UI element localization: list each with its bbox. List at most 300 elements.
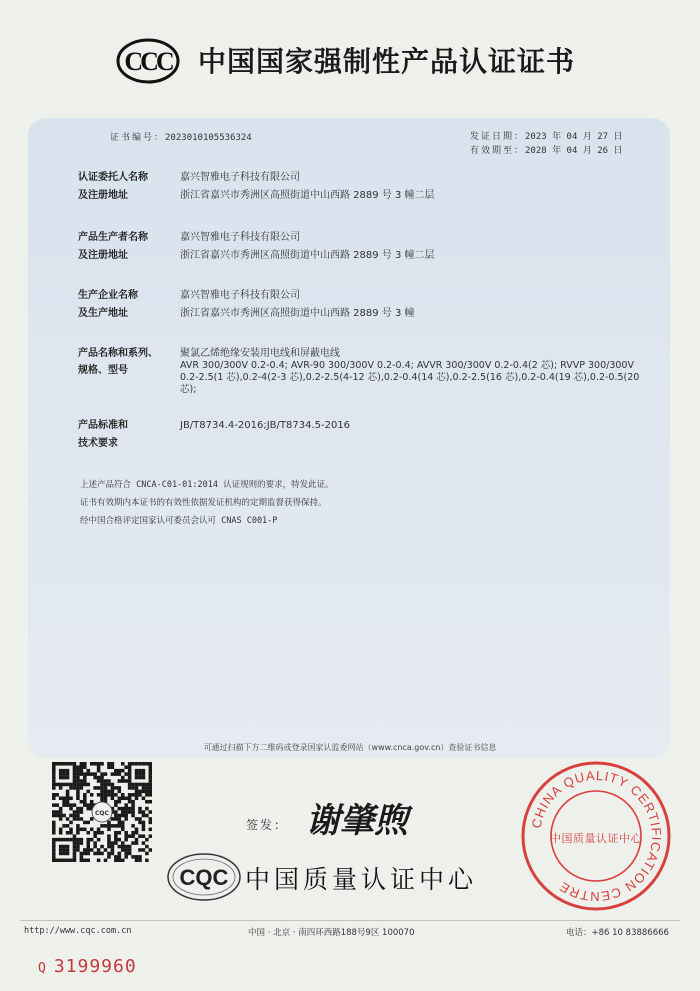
qr-module — [128, 762, 132, 766]
qr-module — [52, 855, 56, 859]
qr-module — [52, 779, 56, 783]
qr-module — [118, 859, 122, 862]
qr-module — [124, 845, 128, 849]
qr-module — [73, 772, 77, 776]
qr-module — [124, 807, 128, 811]
qr-module — [80, 762, 84, 766]
qr-module — [138, 790, 142, 794]
qr-module — [100, 790, 104, 794]
qr-module — [83, 762, 87, 766]
qr-module — [111, 772, 115, 776]
qr-module — [69, 786, 73, 790]
standard-label-line1: 产品标准和 — [78, 420, 128, 431]
qr-code — [52, 762, 152, 862]
qr-module — [62, 845, 66, 849]
qr-module — [100, 824, 104, 828]
qr-module — [66, 859, 70, 862]
qr-module — [111, 762, 115, 766]
validity-dates — [470, 130, 622, 158]
qr-module — [100, 793, 104, 797]
qr-module — [86, 790, 90, 794]
qr-module — [86, 769, 90, 773]
qr-module — [66, 783, 70, 787]
qr-module — [149, 772, 152, 776]
qr-module — [52, 859, 56, 862]
qr-module — [118, 831, 122, 835]
footer-website[interactable]: http://www.cqc.com.cn — [24, 926, 132, 936]
qr-module — [80, 807, 84, 811]
qr-module — [118, 807, 122, 811]
qr-module — [145, 807, 149, 811]
qr-module — [149, 779, 152, 783]
qr-module — [124, 831, 128, 835]
qr-module — [118, 800, 122, 804]
qr-module — [90, 762, 94, 766]
qr-module — [66, 824, 70, 828]
qr-module — [52, 821, 56, 825]
qr-module — [142, 828, 146, 832]
qr-module — [145, 786, 149, 790]
qr-module — [86, 838, 90, 842]
qr-module — [135, 828, 139, 832]
manufacturer-address-value: 浙江省嘉兴市秀洲区高照街道中山西路 2889 号 3 幢二层 — [180, 250, 435, 261]
qr-module — [118, 824, 122, 828]
qr-module — [52, 848, 56, 852]
qr-module — [118, 817, 122, 821]
applicant-section — [78, 170, 658, 204]
qr-module — [124, 817, 128, 821]
qr-module — [142, 814, 146, 818]
qr-module — [135, 855, 139, 859]
qr-module — [69, 821, 73, 825]
qr-module — [73, 783, 77, 787]
qr-module — [121, 796, 125, 800]
qr-module — [52, 814, 56, 818]
qr-module — [86, 821, 90, 825]
qr-module — [69, 783, 73, 787]
qr-module — [124, 779, 128, 783]
qr-module — [128, 779, 132, 783]
qr-module — [135, 817, 139, 821]
qr-module — [62, 852, 66, 856]
certificate-notes — [80, 476, 334, 530]
qr-module — [107, 841, 111, 845]
qr-module — [80, 855, 84, 859]
qr-module — [97, 848, 101, 852]
certificate-number — [110, 130, 252, 143]
note-line-2: 证书有效期内本证书的有效性依据发证机构的定期监督获得保持。 — [80, 498, 327, 508]
qr-module — [83, 800, 87, 804]
issue-date-label: 发证日期： — [470, 132, 526, 142]
qr-module — [111, 796, 115, 800]
applicant-address-value: 浙江省嘉兴市秀洲区高照街道中山西路 2889 号 3 幢二层 — [180, 190, 435, 201]
qr-module — [76, 848, 80, 852]
qr-module — [55, 814, 59, 818]
qr-module — [111, 848, 115, 852]
qr-module — [80, 786, 84, 790]
qr-module — [83, 803, 87, 807]
qr-module — [135, 783, 139, 787]
qr-module — [104, 779, 108, 783]
qr-module — [69, 838, 73, 842]
qr-module — [52, 824, 56, 828]
qr-module — [121, 841, 125, 845]
footer-address: 中国 · 北京 · 南四环西路188号9区 100070 — [248, 928, 415, 938]
qr-module — [121, 810, 125, 814]
qr-module — [66, 848, 70, 852]
qr-module — [93, 776, 97, 780]
qr-module — [114, 817, 118, 821]
qr-module — [62, 800, 66, 804]
qr-module — [145, 859, 149, 862]
cqc-logo — [166, 852, 242, 902]
qr-module — [80, 852, 84, 856]
standard-label-line2: 技术要求 — [78, 438, 118, 449]
qr-module — [128, 765, 132, 769]
qr-module — [142, 841, 146, 845]
qr-module — [76, 783, 80, 787]
qr-module — [76, 810, 80, 814]
qr-module — [138, 772, 142, 776]
qr-module — [90, 772, 94, 776]
qr-module — [76, 786, 80, 790]
qr-module — [69, 859, 73, 862]
qr-module — [83, 828, 87, 832]
qr-module — [104, 824, 108, 828]
qr-module — [62, 776, 66, 780]
qr-module — [97, 859, 101, 862]
qr-module — [118, 790, 122, 794]
qr-module — [128, 834, 132, 838]
product-name: 聚氯乙烯绝缘安装用电线和屏蔽电线 — [180, 348, 340, 359]
qr-module — [62, 803, 66, 807]
factory-address-label: 及生产地址 — [78, 308, 128, 319]
qr-module — [142, 776, 146, 780]
qr-module — [59, 831, 63, 835]
qr-module — [124, 848, 128, 852]
qr-module — [62, 824, 66, 828]
qr-module — [97, 852, 101, 856]
factory-section — [78, 288, 658, 322]
qr-module — [80, 828, 84, 832]
standard-section — [78, 418, 658, 454]
qr-module — [80, 859, 84, 862]
qr-module — [69, 831, 73, 835]
applicant-address-label: 及注册地址 — [78, 190, 128, 201]
qr-module — [100, 852, 104, 856]
manufacturer-section — [78, 230, 658, 264]
qr-module — [149, 834, 152, 838]
qr-module — [131, 824, 135, 828]
issuer-name: 中国质量认证中心 — [245, 865, 478, 894]
qr-module — [111, 783, 115, 787]
qr-module — [100, 762, 104, 766]
qr-module — [145, 793, 149, 797]
qr-logo-text: CQC — [95, 810, 109, 817]
qr-module — [124, 814, 128, 818]
qr-module — [97, 828, 101, 832]
qr-module — [52, 783, 56, 787]
qr-module — [93, 772, 97, 776]
qr-module — [66, 772, 70, 776]
qr-module — [52, 769, 56, 773]
qr-module — [142, 772, 146, 776]
qr-module — [145, 814, 149, 818]
qr-module — [83, 772, 87, 776]
qr-module — [114, 834, 118, 838]
qr-module — [59, 776, 63, 780]
qr-module — [131, 762, 135, 766]
qr-module — [59, 845, 63, 849]
qr-module — [59, 848, 63, 852]
qr-module — [83, 765, 87, 769]
factory-label: 生产企业名称 — [78, 290, 138, 301]
qr-module — [149, 762, 152, 766]
qr-module — [138, 793, 142, 797]
qr-module — [52, 803, 56, 807]
qr-module — [118, 838, 122, 842]
qr-module — [128, 793, 132, 797]
qr-module — [83, 779, 87, 783]
qr-module — [80, 817, 84, 821]
qr-module — [52, 845, 56, 849]
product-label-line1: 产品名称和系列、 — [78, 348, 158, 359]
qr-module — [131, 814, 135, 818]
signature-label: 签发： — [246, 818, 289, 832]
qr-module — [76, 765, 80, 769]
qr-module — [83, 776, 87, 780]
certificate-number-label: 证书编号： — [110, 133, 166, 143]
qr-module — [118, 779, 122, 783]
qr-module — [93, 852, 97, 856]
qr-module — [124, 810, 128, 814]
serial-value: 3199960 — [53, 956, 137, 977]
qr-module — [124, 838, 128, 842]
qr-module — [131, 810, 135, 814]
qr-module — [142, 834, 146, 838]
qr-module — [124, 855, 128, 859]
qr-module — [52, 786, 56, 790]
qr-module — [76, 772, 80, 776]
qr-module — [83, 796, 87, 800]
applicant-value: 嘉兴智雅电子科技有限公司 — [180, 172, 300, 183]
qr-module — [149, 769, 152, 773]
qr-module — [83, 783, 87, 787]
qr-module — [142, 769, 146, 773]
qr-module — [73, 852, 77, 856]
qr-module — [104, 786, 108, 790]
qr-module — [62, 848, 66, 852]
qr-module — [93, 834, 97, 838]
standard-value: JB/T8734.4-2016;JB/T8734.5-2016 — [180, 420, 351, 431]
qr-module — [118, 796, 122, 800]
qr-module — [55, 859, 59, 862]
qr-module — [66, 776, 70, 780]
qr-module — [149, 783, 152, 787]
qr-module — [107, 834, 111, 838]
qr-module — [66, 845, 70, 849]
qr-module — [59, 807, 63, 811]
qr-module — [69, 803, 73, 807]
qr-module — [69, 807, 73, 811]
qr-module — [76, 828, 80, 832]
qr-module — [121, 776, 125, 780]
qr-module — [55, 783, 59, 787]
qr-module — [107, 765, 111, 769]
qr-module — [66, 769, 70, 773]
qr-module — [52, 762, 56, 766]
qr-module — [135, 796, 139, 800]
qr-module — [55, 838, 59, 842]
qr-module — [121, 828, 125, 832]
qr-module — [59, 772, 63, 776]
qr-module — [107, 783, 111, 787]
qr-module — [73, 841, 77, 845]
qr-module — [138, 859, 142, 862]
qr-module — [80, 841, 84, 845]
qr-module — [59, 769, 63, 773]
qr-module — [83, 821, 87, 825]
qr-module — [73, 810, 77, 814]
qr-module — [90, 803, 94, 807]
qr-module — [66, 762, 70, 766]
qr-module — [135, 762, 139, 766]
qr-module — [97, 786, 101, 790]
qr-module — [135, 790, 139, 794]
qr-module — [59, 852, 63, 856]
qr-module — [107, 838, 111, 842]
qr-module — [121, 845, 125, 849]
qr-module — [104, 859, 108, 862]
qr-module — [124, 852, 128, 856]
qr-module — [52, 810, 56, 814]
qr-module — [66, 790, 70, 794]
qr-module — [145, 783, 149, 787]
qr-module — [111, 845, 115, 849]
qr-module — [107, 779, 111, 783]
qr-module — [83, 793, 87, 797]
qr-module — [80, 772, 84, 776]
valid-date-label: 有效期至： — [470, 146, 526, 156]
note-line-3: 经中国合格评定国家认可委员会认可 CNAS C001-P — [80, 516, 278, 526]
qr-module — [107, 845, 111, 849]
qr-module — [149, 765, 152, 769]
qr-module — [76, 790, 80, 794]
footer-divider — [20, 920, 680, 921]
qr-module — [86, 807, 90, 811]
factory-address-value: 浙江省嘉兴市秀洲区高照街道中山西路 2889 号 3 幢 — [180, 308, 415, 319]
qr-module — [121, 859, 125, 862]
qr-module — [93, 786, 97, 790]
qr-module — [76, 831, 80, 835]
qr-module — [118, 852, 122, 856]
qr-module — [124, 765, 128, 769]
qr-module — [69, 828, 73, 832]
qr-module — [124, 772, 128, 776]
qr-module — [114, 810, 118, 814]
qr-module — [76, 796, 80, 800]
cqc-red-seal — [520, 760, 672, 912]
qr-module — [135, 841, 139, 845]
qr-module — [62, 762, 66, 766]
qr-module — [100, 845, 104, 849]
footer-phone: 电话：+86 10 83886666 — [566, 928, 669, 938]
qr-module — [114, 803, 118, 807]
qr-module — [114, 772, 118, 776]
qr-module — [97, 838, 101, 842]
qr-module — [97, 762, 101, 766]
qr-module — [90, 800, 94, 804]
serial-number — [38, 956, 137, 977]
qr-module — [149, 793, 152, 797]
qr-module — [62, 796, 66, 800]
qr-module — [73, 845, 77, 849]
qr-module — [80, 769, 84, 773]
qr-module — [73, 814, 77, 818]
qr-module — [86, 852, 90, 856]
qr-module — [135, 769, 139, 773]
qr-module — [114, 793, 118, 797]
qr-module — [86, 772, 90, 776]
qr-module — [73, 848, 77, 852]
qr-module — [118, 855, 122, 859]
qr-module — [69, 814, 73, 818]
issue-date: 2023 年 04 月 27 日 — [525, 132, 623, 142]
qr-module — [59, 810, 63, 814]
qr-module — [149, 786, 152, 790]
qr-module — [97, 779, 101, 783]
qr-module — [59, 859, 63, 862]
qr-module — [138, 783, 142, 787]
qr-module — [59, 828, 63, 832]
qr-module — [80, 838, 84, 842]
qr-module — [93, 841, 97, 845]
qr-module — [73, 762, 77, 766]
qr-module — [118, 772, 122, 776]
qr-module — [66, 838, 70, 842]
qr-module — [107, 821, 111, 825]
qr-module — [131, 841, 135, 845]
qr-module — [149, 776, 152, 780]
qr-module — [138, 821, 142, 825]
qr-module — [149, 810, 152, 814]
qr-module — [73, 834, 77, 838]
qr-module — [121, 848, 125, 852]
qr-module — [135, 786, 139, 790]
qr-module — [114, 814, 118, 818]
qr-module — [121, 821, 125, 825]
qr-module — [128, 796, 132, 800]
qr-module — [55, 810, 59, 814]
qr-module — [55, 803, 59, 807]
qr-module — [128, 810, 132, 814]
qr-module — [131, 793, 135, 797]
qr-module — [104, 783, 108, 787]
qr-module — [142, 824, 146, 828]
ccc-logo-text: CCC — [124, 47, 172, 76]
qr-module — [83, 852, 87, 856]
qr-module — [86, 859, 90, 862]
product-label-line2: 规格、型号 — [78, 365, 128, 376]
qr-module — [76, 779, 80, 783]
qr-module — [97, 776, 101, 780]
qr-module — [142, 796, 146, 800]
qr-module — [131, 786, 135, 790]
qr-module — [66, 800, 70, 804]
qr-module — [66, 852, 70, 856]
qr-module — [107, 793, 111, 797]
qr-module — [73, 859, 77, 862]
